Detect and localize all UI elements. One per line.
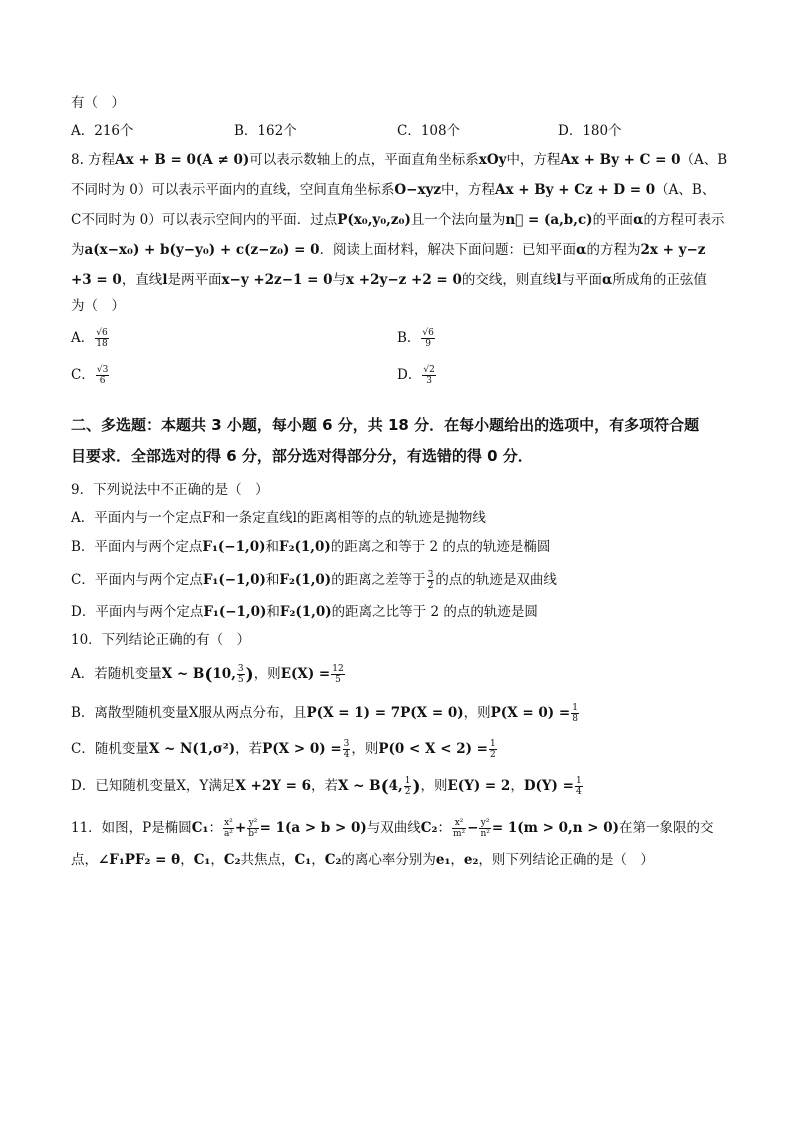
q7-option-d: D．180个 — [558, 123, 622, 139]
q9-option-d: D．平面内与两个定点F₁(−1,0)和F₂(1,0)的距离之比等于 2 的点的轨迹是圆 — [71, 604, 538, 620]
q8-line-3: C不同时为 0）可以表示空间内的平面．过点P(x₀,y₀,z₀)且一个法向量为n⃗ = (a,b,c)的平面α的方程可表示 — [71, 212, 725, 228]
q8-line-1: 8. 方程Ax + B = 0(A ≠ 0)可以表示数轴上的点，平面直角坐标系xOy中，方程Ax + By + C = 0（A、B — [71, 152, 728, 168]
q7-option-a: A．216个 — [71, 123, 134, 139]
q8-line-6: 为（ ） — [71, 298, 125, 314]
q11-line-1: 11．如图，P是椭圆C₁： $\frac{\text{x²}}{\text{a²}}$ + $\frac{\text{y²}}{\text{b²}}$ = 1(a > b > 0)与双曲线C₂： $\frac{\text{x²}}{\text{m²}}$ − $\frac{\text{y²}}{\text{n²}}$ = 1(m > 0,n > 0)在第一象限的交 — [71, 818, 714, 839]
q7-option-c: C．108个 — [397, 123, 461, 139]
q7-option-b: B．162个 — [234, 123, 297, 139]
q8-option-b: B． $\frac{√6}{9}$ — [397, 328, 434, 349]
q9-stem: 9．下列说法中不正确的是（ ） — [71, 482, 269, 498]
question-7-tail: 有（ ） — [71, 95, 125, 111]
q8-line-4: 为a(x−x₀) + b(y−y₀) + c(z−z₀) = 0．阅读上面材料，解决下面问题：已知平面α的方程为2x + y−z — [71, 242, 706, 258]
q11-line-2: 点，∠F₁PF₂ = θ，C₁，C₂共焦点，C₁，C₂的离心率分别为e₁，e₂，则下列结论正确的是（ ） — [71, 852, 654, 868]
q9-option-a: A．平面内与一个定点F和一条定直线l的距离相等的点的轨迹是抛物线 — [71, 510, 486, 526]
q10-option-d: D．已知随机变量X，Y满足X +2Y = 6，若X ~ B(4, $\frac{1}{2}$ )，则E(Y) = 2，D(Y) = $\frac{1}{4}$ — [71, 776, 582, 797]
q10-option-a: A．若随机变量X ~ B(10, $\frac{3}{5}$ )，则E(X) = $\frac{12}{5}$ — [71, 664, 344, 685]
q8-line-2: 不同时为 0）可以表示平面内的直线，空间直角坐标系O−xyz中，方程Ax + By + Cz + D = 0（A、B、 — [71, 182, 716, 198]
q8-option-d: D． $\frac{√2}{3}$ — [397, 365, 435, 386]
q8-option-c: C． $\frac{√3}{6}$ — [71, 365, 109, 386]
q10-stem: 10．下列结论正确的有（ ） — [71, 632, 251, 648]
q9-option-c: C．平面内与两个定点F₁(−1,0)和F₂(1,0)的距离之差等于 $\frac{3}{2}$ 的点的轨迹是双曲线 — [71, 570, 557, 591]
q8-option-a: A． $\frac{√6}{18}$ — [71, 328, 108, 349]
section-2-heading-line-1: 二、多选题：本题共 3 小题，每小题 6 分，共 18 分．在每小题给出的选项中，有多项符合题 — [71, 416, 700, 434]
section-2-heading-line-2: 目要求．全部选对的得 6 分，部分选对得部分分，有选错的得 0 分． — [71, 447, 533, 465]
q8-line-5: +3 = 0，直线l是两平面x−y +2z−1 = 0与x +2y−z +2 = 0的交线，则直线l与平面α所成角的正弦值 — [71, 272, 707, 288]
q10-option-c: C．随机变量X ~ N(1,σ²)，若P(X > 0) = $\frac{3}{4}$ ，则P(0 < X < 2) = $\frac{1}{2}$ — [71, 739, 496, 760]
q9-option-b: B．平面内与两个定点F₁(−1,0)和F₂(1,0)的距离之和等于 2 的点的轨迹是椭圆 — [71, 539, 551, 555]
q10-option-b: B．离散型随机变量X服从两点分布，且P(X = 1) = 7P(X = 0)，则P(X = 0) = $\frac{1}{8}$ — [71, 703, 578, 724]
